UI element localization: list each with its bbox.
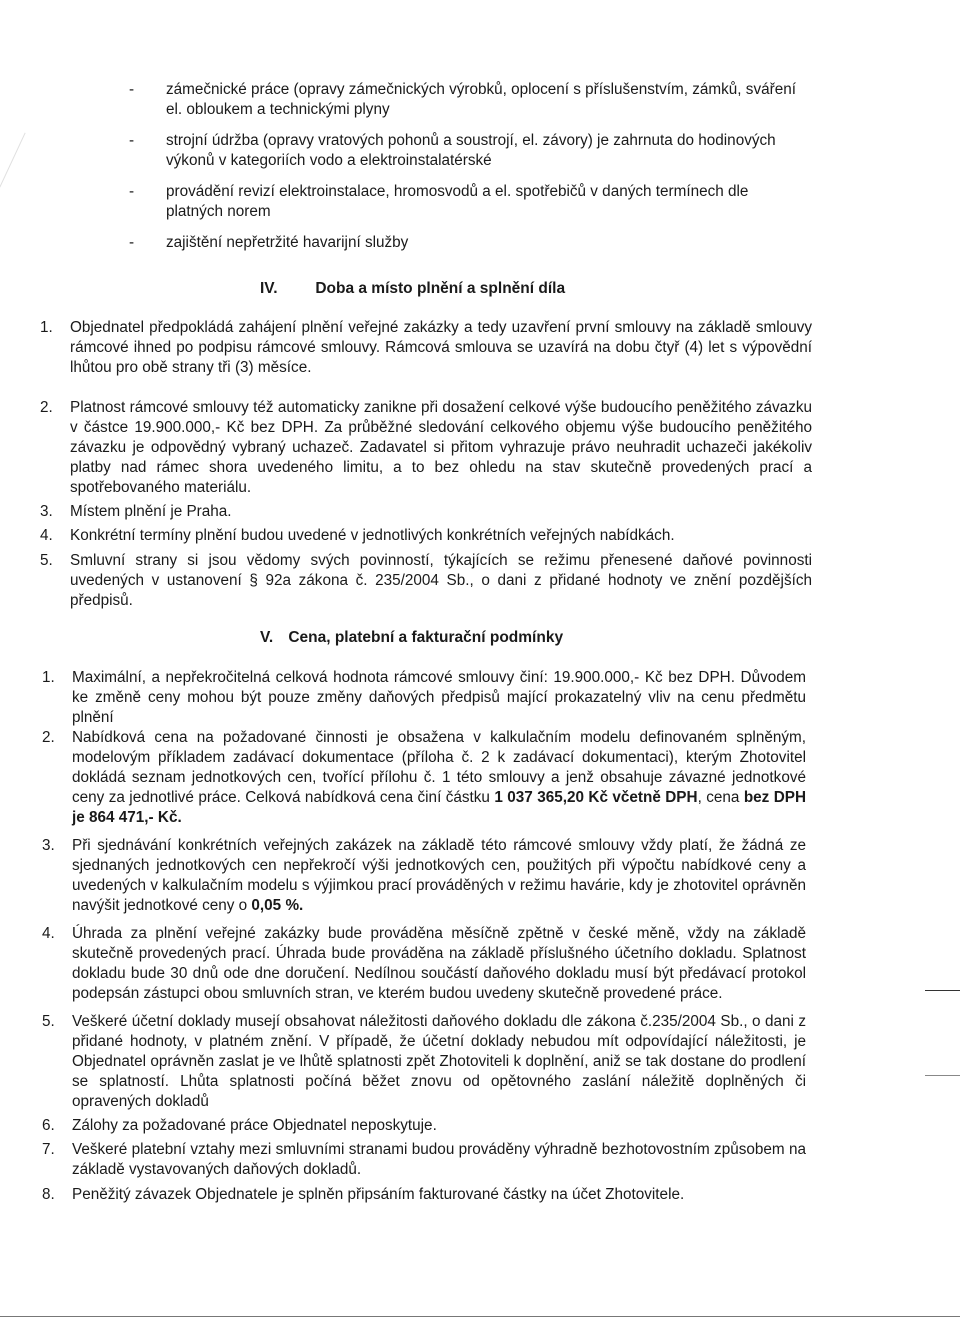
clause-text [72, 729, 806, 826]
bullet-item [129, 182, 809, 222]
clause-number: 1. [42, 669, 55, 686]
clause-number: 2. [40, 399, 53, 416]
clause-item [40, 551, 812, 611]
clause-text: Zálohy za požadované práce Objednatel neposkytuje. [72, 1117, 437, 1134]
clause-text-part: Při sjednávání konkrétních veřejných zakázek na základě této rámcové smlouvy vždy platí, že žádná ze sjednaných jednotkových cen nepřekročí výši jednotkových cen, použitých při výpočtu nabídkové ceny a uvedených v kalkulačním modelu s výjimkou prací prováděných v režimu havárie, kdy je zhotovitel oprávněn navýšit jednotkové ceny o [72, 837, 806, 914]
clause-item [42, 1012, 806, 1112]
clause-item [40, 398, 812, 498]
bullet-text: zajištění nepřetržité havarijní služby [166, 234, 409, 251]
clause-number: 2. [42, 729, 55, 746]
clause-item [40, 502, 812, 522]
clause-number: 8. [42, 1186, 55, 1203]
clause-number: 7. [42, 1141, 55, 1158]
bullet-text: provádění revizí elektroinstalace, hromosvodů a el. spotřebičů v daných termínech dle platných norem [166, 183, 749, 220]
clause-text: Místem plnění je Praha. [70, 503, 232, 520]
clause-item [42, 1140, 806, 1180]
clause-number: 1. [40, 319, 53, 336]
clause-item [42, 924, 806, 1004]
bullet-item [129, 80, 809, 120]
clause-text: Platnost rámcové smlouvy též automaticky zanikne při dosažení celkové výše budoucího peněžitého závazku v částce 19.900.000,- Kč bez DPH. Za průběžné sledování celkového objemu výše budoucího peněžitého závazku je odpovědný vybraný uchazeč. Zadavatel si přitom vyhrazuje právo neuhradit uchazeči jakékoliv platby nad rámec shora uvedeného limitu, a to bez ohledu na stav skutečně provedených prací a spotřebovaného materiálu. [70, 399, 812, 496]
clause-number: 4. [42, 925, 55, 942]
clause-text-part: , cena [697, 789, 744, 806]
clause-item [40, 526, 812, 546]
clause-item [42, 668, 806, 728]
clause-text: Veškeré platební vztahy mezi smluvními stranami budou prováděny výhradně bezhotovostním způsobem na základě vystavovaných daňových dokladů. [72, 1141, 806, 1178]
clause-text-part: Nabídková cena na požadované činnosti je obsažena v kalkulačním modelu definovaném splněným, modelovým příkladem zadávací dokumentace (příloha č. 2 k zadávací dokumentaci), kterým Zhotovitel dokládá seznam jednotkových cen, tvořící přílohu č. 1 této smlouvy a jenž obsahuje závazné jednotkové ceny za jednotlivé práce. Celková nabídková cena činí částku [72, 729, 806, 806]
clause-text: Úhrada za plnění veřejné zakázky bude prováděna měsíčně zpětně v české měně, vždy na základě skutečně provedených prací. Úhrada bude prováděna na základě příslušného účetního dokladu. Splatnost dokladu bude 30 dnů ode dne doručení. Nedílnou součástí daňového dokladu musí být předávací protokol podepsán zástupci obou smluvních stran, ve kterém budou uvedeny skutečně provedené práce. [72, 925, 806, 1002]
clause-number: 3. [42, 837, 55, 854]
surcharge-percent: 0,05 %. [251, 897, 304, 914]
price-incl-vat: 1 037 365,20 Kč včetně DPH [494, 789, 698, 806]
section-v-heading [260, 628, 563, 648]
bullet-dash: - [129, 81, 135, 98]
clause-item [42, 1116, 806, 1136]
clause-item [42, 836, 806, 916]
page-edge-bottom [0, 1316, 960, 1317]
section-iv-heading [260, 279, 565, 299]
scan-mark [0, 133, 26, 188]
clause-text: Smluvní strany si jsou vědomy svých povinností, týkajících se režimu přenesené daňové povinnosti uvedených v ustanovení § 92a zákona č. 235/2004 Sb., o dani z přidané hodnoty ve znění pozdějších předpisů. [70, 552, 812, 609]
clause-number: 3. [40, 503, 53, 520]
clause-item [40, 318, 812, 378]
bullet-text: strojní údržba (opravy vratových pohonů a soustrojí, el. závory) je zahrnuta do hodinových výkonů v kategoriích vodo a elektroinstalatérské [166, 132, 776, 169]
margin-rule-lower [925, 1075, 960, 1076]
section-number: IV. [260, 280, 278, 297]
bullet-list [129, 80, 809, 264]
clause-text: Peněžitý závazek Objednatele je splněn připsáním fakturované částky na účet Zhotovitele. [72, 1186, 685, 1203]
clause-item [42, 1185, 806, 1205]
bullet-dash: - [129, 234, 135, 251]
bullet-dash: - [129, 183, 135, 200]
clause-number: 5. [40, 552, 53, 569]
clause-text: Maximální, a nepřekročitelná celková hodnota rámcové smlouvy činí: 19.900.000,- Kč bez DPH. Důvodem ke změně ceny mohou být pouze změny daňových předpisů mající prokazatelný vliv na cenu předmětu plnění [72, 669, 806, 726]
margin-rule [925, 990, 960, 991]
clause-number: 6. [42, 1117, 55, 1134]
clause-item [42, 728, 806, 828]
bullet-text: zámečnické práce (opravy zámečnických výrobků, oplocení s příslušenstvím, zámků, sváření el. obloukem a technickými plyny [166, 81, 796, 118]
clause-number: 5. [42, 1013, 55, 1030]
section-title: Cena, platební a fakturační podmínky [288, 629, 564, 646]
clause-text [72, 837, 806, 914]
clause-text: Objednatel předpokládá zahájení plnění veřejné zakázky a tedy uzavření první smlouvy na základě smlouvy rámcové ihned po podpisu rámcové smlouvy. Rámcová smlouva se uzavírá na dobu čtyř (4) let s výpovědní lhůtou pro obě strany tři (3) měsíce. [70, 319, 812, 376]
price-excl-vat: bez DPH je 864 471,- Kč. [72, 789, 807, 826]
clause-text: Konkrétní termíny plnění budou uvedené v jednotlivých konkrétních veřejných nabídkách. [70, 527, 675, 544]
bullet-item [129, 233, 809, 253]
bullet-item [129, 131, 809, 171]
clause-number: 4. [40, 527, 53, 544]
clause-text: Veškeré účetní doklady musejí obsahovat náležitosti daňového dokladu dle zákona č.235/2004 Sb., o dani z přidané hodnoty, v platném znění. V případě, že účetní doklady nebudou mít odpovídající náležitosti, je Objednatel oprávněn zaslat je ve lhůtě splatnosti zpět Zhotoviteli k doplnění, aniž se tak dostane do prodlení se splatností. Lhůta splatnosti počíná běžet znovu od opětovného zaslání náležitě doplněných či opravených dokladů [72, 1013, 806, 1110]
section-number: V. [260, 629, 274, 646]
bullet-dash: - [129, 132, 135, 149]
section-iv-list [40, 318, 812, 611]
section-title: Doba a místo plnění a splnění díla [315, 280, 566, 297]
section-v-list [42, 668, 806, 1205]
